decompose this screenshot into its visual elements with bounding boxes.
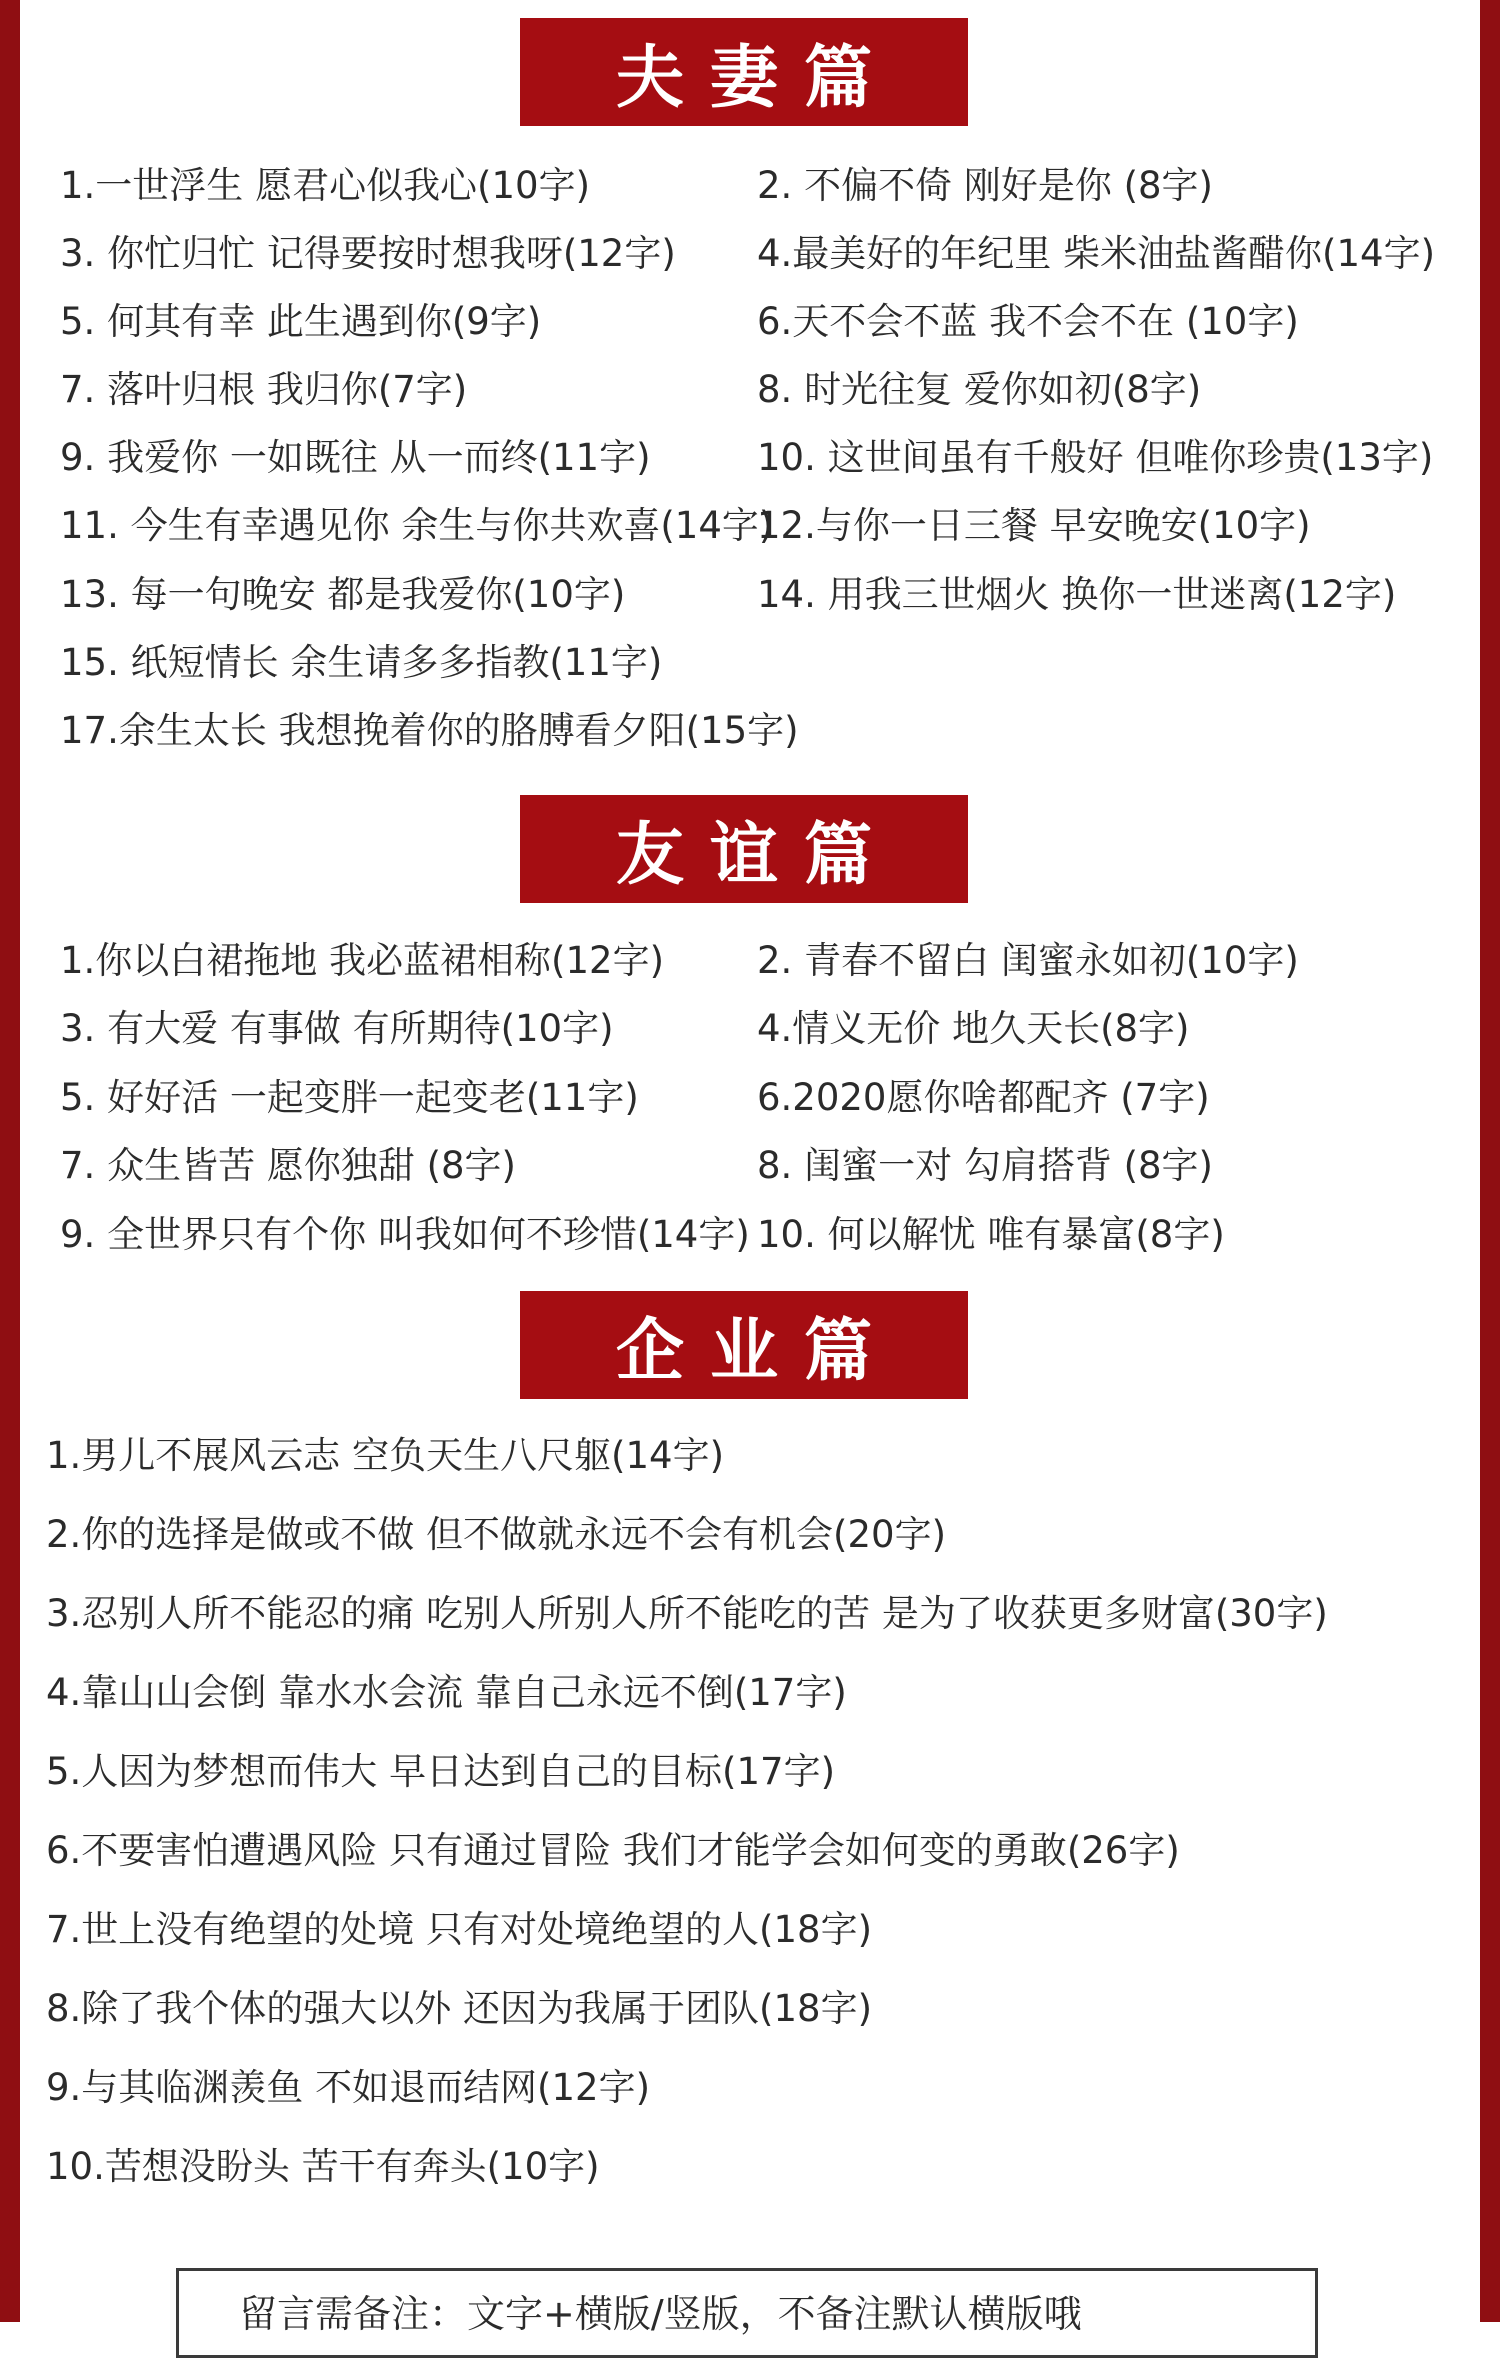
couple-item: 6.天不会不蓝 我不会不在 (10字) <box>757 300 1299 343</box>
friendship-item: 2. 青春不留白 闺蜜永如初(10字) <box>757 939 1299 982</box>
enterprise-item: 2.你的选择是做或不做 但不做就永远不会有机会(20字) <box>46 1513 947 1556</box>
friendship-item: 1.你以白裙拖地 我必蓝裙相称(12字) <box>60 939 665 982</box>
couple-item: 10. 这世间虽有千般好 但唯你珍贵(13字) <box>757 436 1434 479</box>
couple-item: 17.余生太长 我想挽着你的胳膊看夕阳(15字) <box>60 709 799 752</box>
section-title-friendship: 友谊篇 <box>520 795 968 903</box>
enterprise-item: 10.苦想没盼头 苦干有奔头(10字) <box>46 2145 600 2188</box>
friendship-item: 6.2020愿你啥都配齐 (7字) <box>757 1076 1210 1119</box>
couple-item: 2. 不偏不倚 刚好是你 (8字) <box>757 164 1213 207</box>
couple-item: 15. 纸短情长 余生请多多指教(11字) <box>60 641 663 684</box>
enterprise-item: 7.世上没有绝望的处境 只有对处境绝望的人(18字) <box>46 1908 873 1951</box>
enterprise-item: 1.男儿不展风云志 空负天生八尺躯(14字) <box>46 1434 725 1477</box>
right-border <box>1480 0 1500 2322</box>
friendship-item: 8. 闺蜜一对 勾肩搭背 (8字) <box>757 1144 1213 1187</box>
enterprise-item: 4.靠山山会倒 靠水水会流 靠自己永远不倒(17字) <box>46 1671 847 1714</box>
section-title-enterprise: 企业篇 <box>520 1291 968 1399</box>
friendship-item: 4.情义无价 地久天长(8字) <box>757 1007 1190 1050</box>
enterprise-item: 8.除了我个体的强大以外 还因为我属于团队(18字) <box>46 1987 873 2030</box>
friendship-item: 10. 何以解忧 唯有暴富(8字) <box>757 1213 1225 1256</box>
friendship-item: 3. 有大爱 有事做 有所期待(10字) <box>60 1007 614 1050</box>
couple-item: 3. 你忙归忙 记得要按时想我呀(12字) <box>60 232 676 275</box>
couple-item: 11. 今生有幸遇见你 余生与你共欢喜(14字) <box>60 504 774 547</box>
couple-item: 7. 落叶归根 我归你(7字) <box>60 368 468 411</box>
couple-item: 4.最美好的年纪里 柴米油盐酱醋你(14字) <box>757 232 1436 275</box>
friendship-item: 9. 全世界只有个你 叫我如何不珍惜(14字) <box>60 1213 750 1256</box>
friendship-item: 5. 好好活 一起变胖一起变老(11字) <box>60 1076 639 1119</box>
couple-item: 1.一世浮生 愿君心似我心(10字) <box>60 164 591 207</box>
enterprise-item: 6.不要害怕遭遇风险 只有通过冒险 我们才能学会如何变的勇敢(26字) <box>46 1829 1180 1872</box>
couple-item: 12.与你一日三餐 早安晚安(10字) <box>757 504 1311 547</box>
couple-item: 14. 用我三世烟火 换你一世迷离(12字) <box>757 573 1397 616</box>
left-border <box>0 0 20 2322</box>
note-text: 留言需备注：文字+横版/竖版，不备注默认横版哦 <box>239 2292 1082 2336</box>
note-box <box>176 2268 1318 2358</box>
enterprise-item: 9.与其临渊羡鱼 不如退而结网(12字) <box>46 2066 651 2109</box>
couple-item: 13. 每一句晚安 都是我爱你(10字) <box>60 573 626 616</box>
enterprise-item: 3.忍别人所不能忍的痛 吃别人所别人所不能吃的苦 是为了收获更多财富(30字) <box>46 1592 1328 1635</box>
friendship-item: 7. 众生皆苦 愿你独甜 (8字) <box>60 1144 516 1187</box>
couple-item: 5. 何其有幸 此生遇到你(9字) <box>60 300 542 343</box>
enterprise-item: 5.人因为梦想而伟大 早日达到自己的目标(17字) <box>46 1750 836 1793</box>
couple-item: 8. 时光往复 爱你如初(8字) <box>757 368 1202 411</box>
section-title-couple: 夫妻篇 <box>520 18 968 126</box>
couple-item: 9. 我爱你 一如既往 从一而终(11字) <box>60 436 651 479</box>
